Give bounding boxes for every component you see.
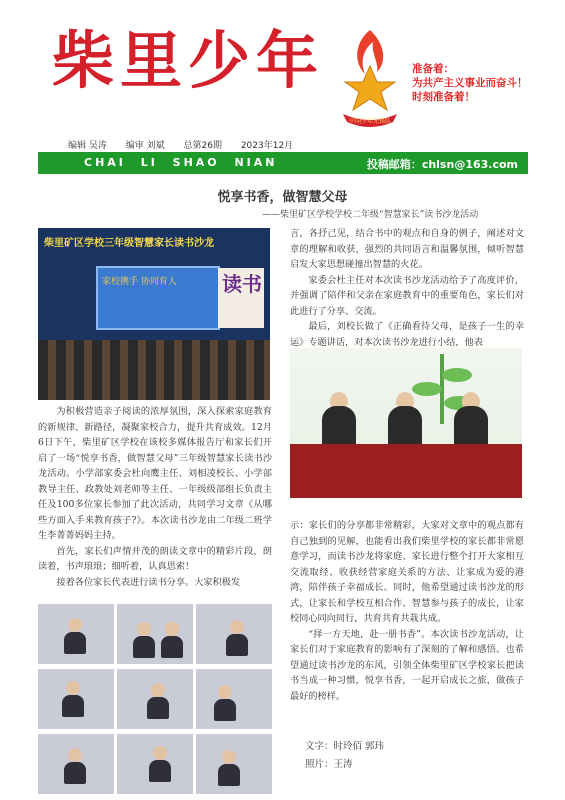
photo-grid bbox=[38, 604, 272, 798]
banner-text: 读书 bbox=[222, 272, 262, 296]
photo-caption: 柴里矿区学校三年级智慧家长读书沙龙 bbox=[44, 238, 214, 249]
photo-credit: 照片：王涛 bbox=[305, 759, 353, 770]
newspaper-title: 柴里少年 bbox=[52, 24, 325, 97]
text-credit: 文字：时玲佰 郭玮 bbox=[305, 741, 385, 752]
reviewer: 编审 刘斌 bbox=[125, 141, 165, 151]
masthead bbox=[0, 0, 565, 150]
salon-venue-photo bbox=[38, 228, 270, 400]
right-paragraph-2: 家委会杜主任对本次读书沙龙活动给予了高度评价，并强调了陪伴和父亲在家庭教育中的重要角色，家长们对此进行了分享、交流。 bbox=[290, 274, 524, 317]
credits bbox=[305, 738, 384, 774]
slogan-line-2: 为共产主义事业而奋斗！ bbox=[412, 77, 528, 89]
grid-photo bbox=[196, 669, 272, 729]
right-paragraph-5: “择一方天地，赴一册书香”。本次读书沙龙活动，让家长们对于家庭教育的影响有了深刻的了解和感悟。也希望通过读书沙龙的东风，引领全体柴里矿区学校家长把读书当成一种习惯，悦享书香，一起开启成长之旅，做孩子最好的榜样。 bbox=[290, 628, 524, 702]
article-left-column bbox=[38, 404, 272, 590]
projection-screen bbox=[96, 266, 220, 330]
red-table bbox=[290, 444, 522, 498]
left-paragraph-2: 首先，家长们声情并茂的朗读文章中的精彩片段，朗读着，书声琅琅；细听着，认真思索！ bbox=[38, 545, 272, 572]
grid-photo bbox=[196, 604, 272, 664]
grid-photo bbox=[117, 669, 193, 729]
emblem-text: 中国少年先锋队 bbox=[348, 118, 392, 125]
left-paragraph-1: 为积极营造亲子阅读的浓厚氛围，深入探索家庭教育的新规律、新路径，凝聚家校合力，提升共育成效。12月6日下午，柴里矿区学校在该校多媒体报告厅和家长们开启了一场“悦享书香，做智慧父母”三年级智慧家长读书沙龙活动。小学部家委会杜向鹰主任、刘相凌校长、小学部教导主任、政教处刘老师等主任、一年级级部组长负责主任及100多位家长参加了此次活动，共同学习文章《从哪些方面入手来教育孩子?》。本次读书沙龙由二年级二班学生李菁菁妈妈主持。 bbox=[38, 406, 272, 541]
screen-text: 家校携手 协同育人 bbox=[102, 277, 177, 287]
editor: 编辑 吴涛 bbox=[68, 141, 107, 151]
slogan-line-3: 时刻准备着！ bbox=[412, 91, 475, 103]
plant-leaf bbox=[412, 382, 442, 396]
article-right-column-bottom bbox=[290, 518, 524, 704]
contribution-email bbox=[367, 156, 518, 172]
right-paragraph-4: 示：家长们的分享都非常精彩，大家对文章中的观点都有自己独到的见解，也能看出我们柴里学校的家长都非常愿意学习，而读书沙龙将家庭、家长进行整个打开大家相互交流取经、收获经营家庭关系的方法、让家成为爱的港湾，陪伴孩子幸福成长。同时，他希望通过读书沙龙的形式，让家长和学校互相合作、智慧参与孩子的成长，让家校同心同向同行，共育共育共栽共成。 bbox=[290, 520, 524, 624]
grid-photo bbox=[117, 734, 193, 794]
article-subhead: ——柴里矿区学校学校二年级“智慧家长”读书沙龙活动 bbox=[262, 210, 479, 220]
slogan-line-1: 准备着： bbox=[412, 63, 454, 75]
issue-number: 总第26期 bbox=[183, 141, 222, 151]
grid-photo bbox=[38, 669, 114, 729]
left-paragraph-3: 接着各位家长代表进行读书分享。大家积极发 bbox=[56, 576, 241, 588]
issue-date: 2023年12月 bbox=[240, 141, 294, 151]
grid-photo bbox=[38, 604, 114, 664]
article-headline: 悦享书香，做智慧父母 bbox=[217, 190, 348, 205]
grid-photo bbox=[117, 604, 193, 664]
issue-meta bbox=[68, 138, 309, 151]
email-address: chlsn@163.com bbox=[421, 158, 518, 171]
contribution-label: 投稿邮箱： bbox=[366, 158, 422, 171]
pinyin-title: CHAI LI SHAO NIAN bbox=[84, 156, 278, 169]
young-pioneers-emblem bbox=[335, 22, 405, 132]
right-paragraph-1: 言，各抒己见，结合书中的观点和自身的例子，阐述对文章的理解和收获，强烈的共同语言和温馨氛围，倾听智慧启发大家思想碰撞出智慧的火花。 bbox=[290, 228, 524, 270]
slogan bbox=[412, 62, 562, 104]
speakers-photo bbox=[290, 348, 522, 498]
audience bbox=[38, 340, 270, 400]
grid-photo bbox=[196, 734, 272, 794]
plant-leaf bbox=[442, 368, 472, 382]
article-right-column-top bbox=[290, 226, 524, 350]
grid-photo bbox=[38, 734, 114, 794]
title-band bbox=[38, 152, 528, 174]
right-paragraph-3: 最后，刘校长做了《正确看待父母，是孩子一生的幸运》专题讲话，对本次读书沙龙进行小结，他表 bbox=[290, 321, 524, 348]
